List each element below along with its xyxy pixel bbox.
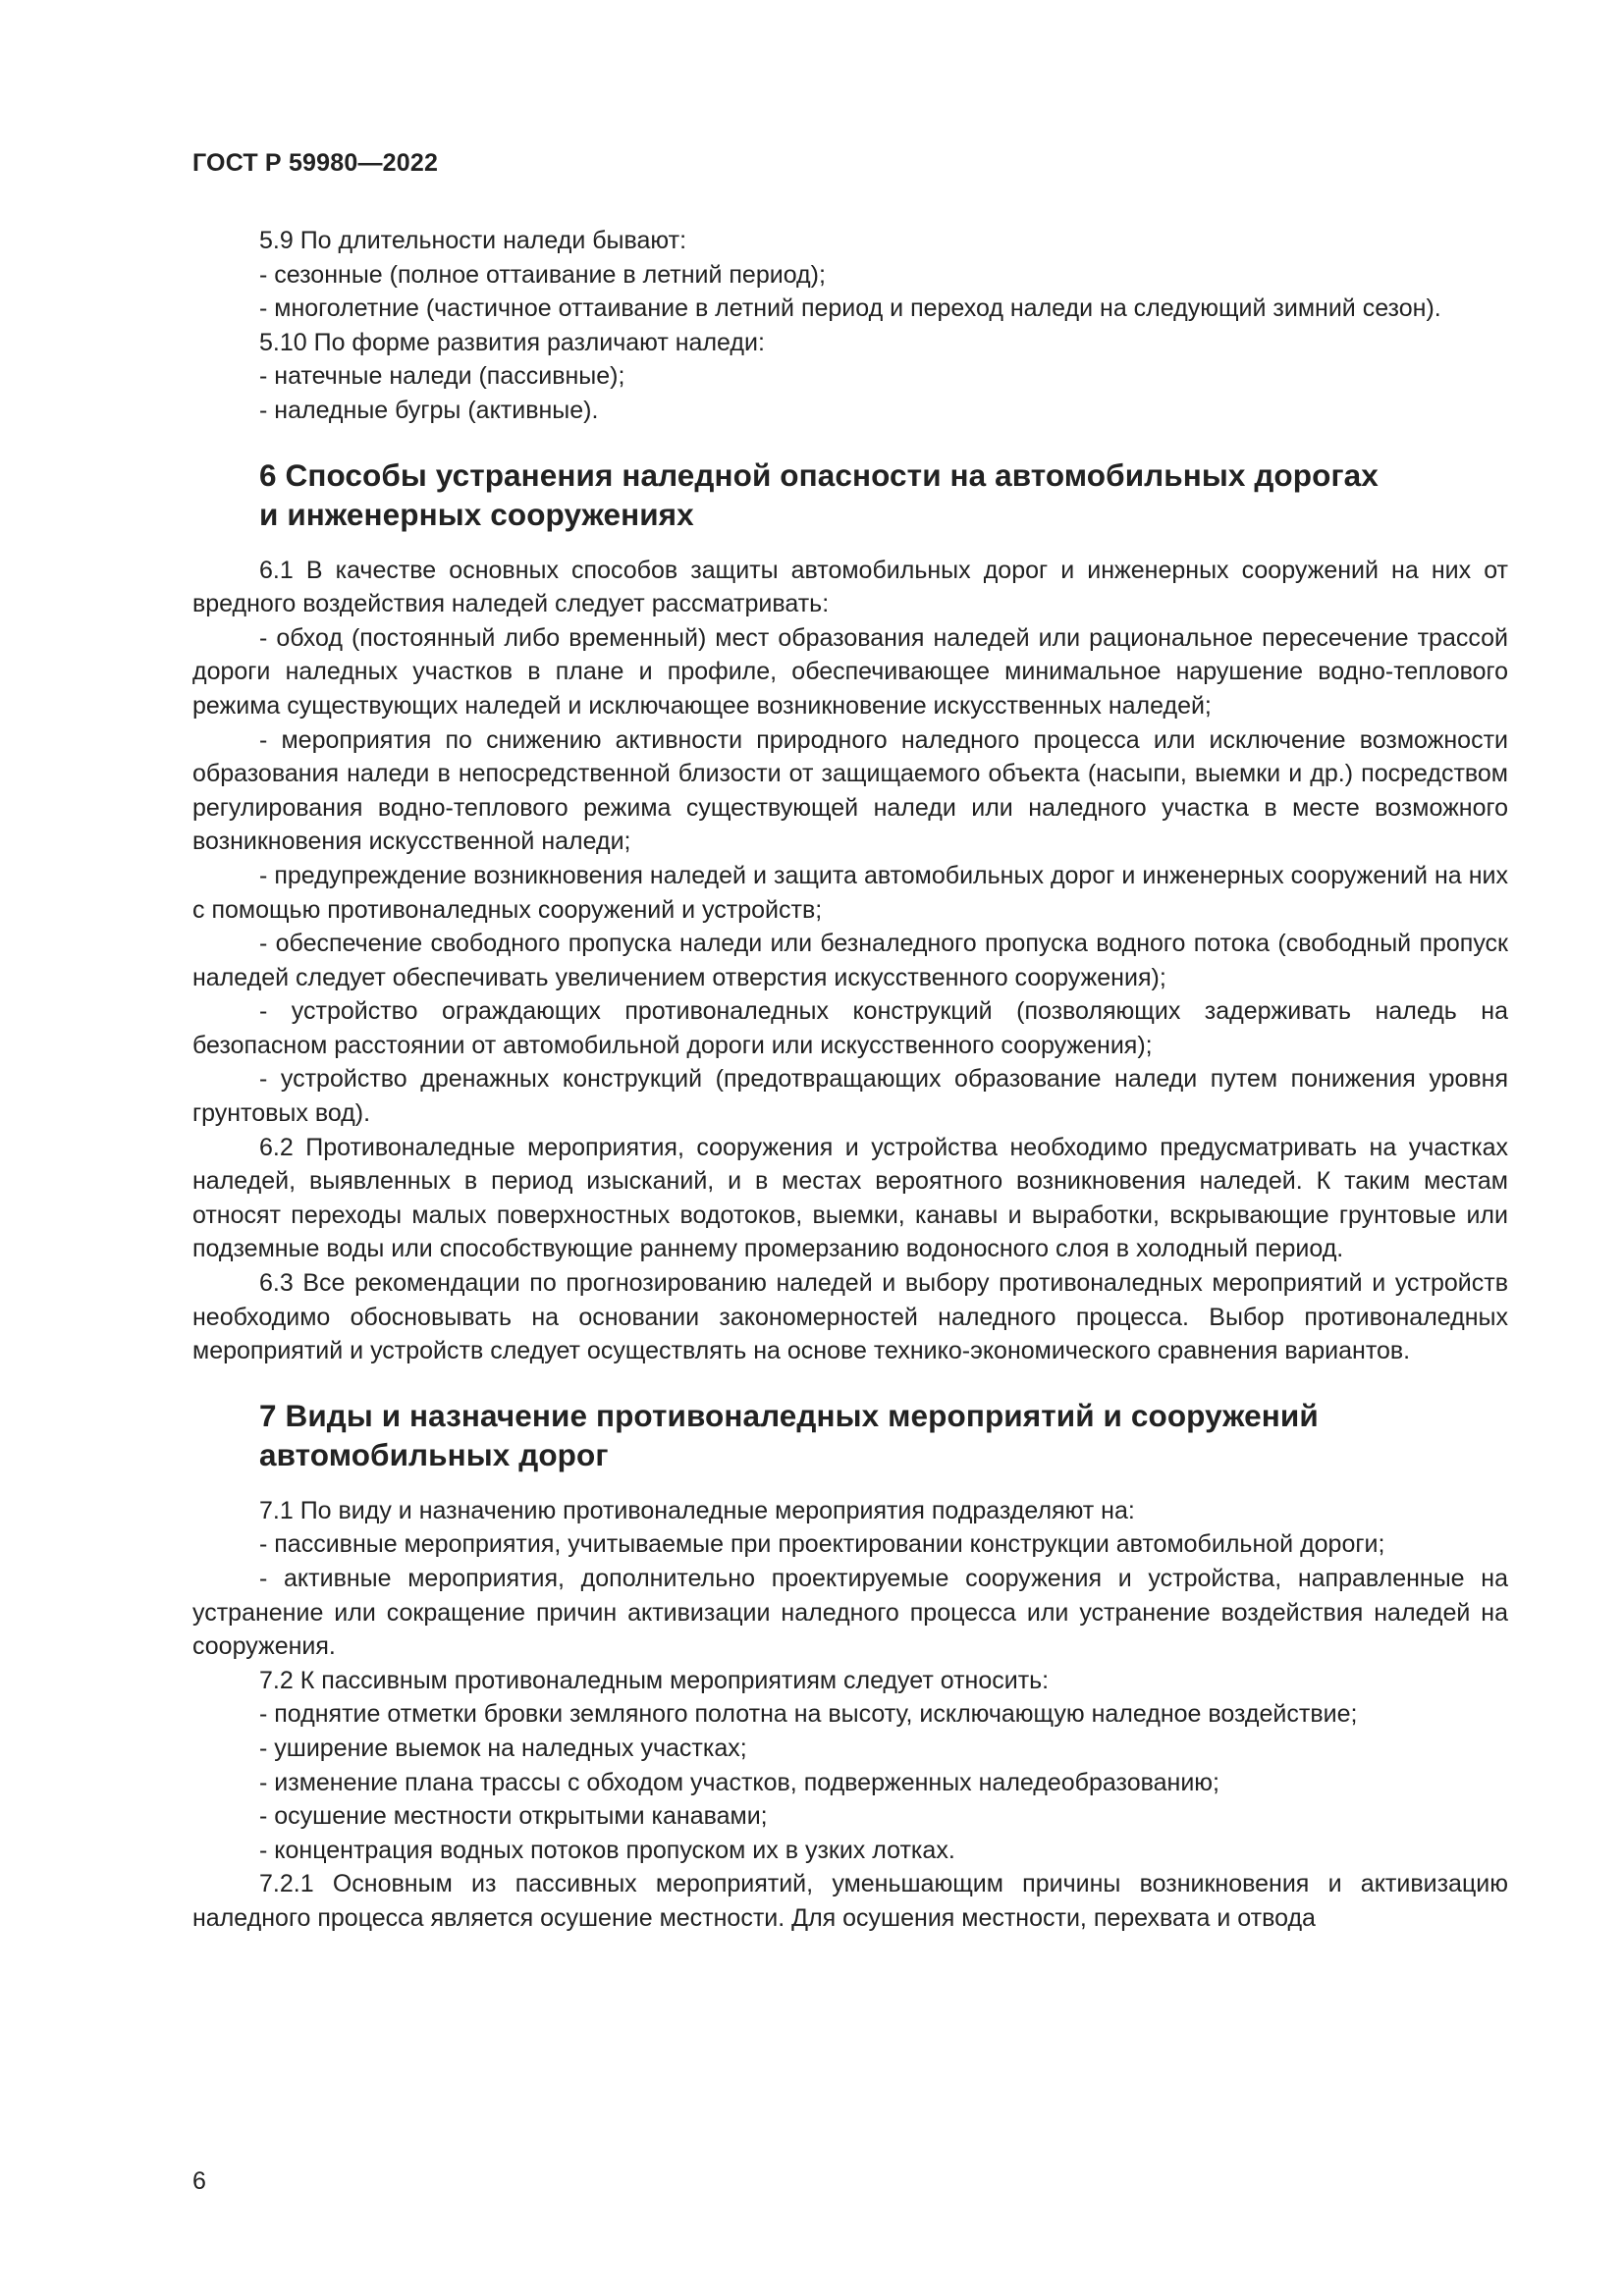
clause-6-1: 6.1 В качестве основных способов защиты автомобильных дорог и инженерных сооружений на них от вредного воздействия наледей следует рассматривать: [192,556,1508,618]
section-6-heading-line2: и инженерных сооружениях [259,496,694,532]
list-item: - устройство ограждающих противоналедных конструкций (позволяющих задерживать наледь на безопасном расстоянии от автомобильной дороги или искусственного сооружения); [192,997,1508,1059]
list-item: - предупреждение возникновения наледей и защита автомобильных дорог и инженерных сооружений на них с помощью противоналедных сооружений и устройств; [192,861,1508,924]
list-item: - сезонные (полное оттаивание в летний период); [259,260,826,289]
section-6-heading [192,455,1508,534]
section-7-heading [192,1396,1508,1474]
section-6-heading-line1: 6 Способы устранения наледной опасности на автомобильных дорогах [259,456,1379,493]
document-id: ГОСТ Р 59980—2022 [192,149,439,177]
list-item: - уширение выемок на наледных участках; [259,1734,747,1762]
clause-7-2-1: 7.2.1 Основным из пассивных мероприятий, уменьшающим причины возникновения и активизацию наледного процесса является осушение местности. Для осушения местности, перехвата и отвода [192,1870,1508,1932]
list-item: - активные мероприятия, дополнительно проектируемые сооружения и устройства, направленные на устранение или сокращение причин активизации наледного процесса или устранение воздействия наледей на сооружения. [192,1565,1508,1661]
page-body [192,224,1508,1936]
list-item: - изменение плана трассы с обходом участков, подверженных наледеобразованию; [259,1768,1219,1796]
list-item: - пассивные мероприятия, учитываемые при проектировании конструкции автомобильной дороги; [259,1530,1385,1559]
list-item: - осушение местности открытыми канавами; [259,1802,768,1831]
clause-5-10: 5.10 По форме развития различают наледи: [259,328,765,356]
page-number: 6 [192,2167,206,2195]
clause-6-3: 6.3 Все рекомендации по прогнозированию наледей и выбору противоналедных мероприятий и устройств необходимо обосновывать на основании закономерностей наледного процесса. Выбор противоналедных мероприятий и устройств следует осуществлять на основе технико-экономического сравнения вариантов. [192,1269,1508,1365]
clause-6-2: 6.2 Противоналедные мероприятия, сооружения и устройства необходимо предусматривать на участках наледей, выявленных в период изысканий, и в местах вероятного возникновения наледей. К таким местам относят переходы малых поверхностных водотоков, выемки, канавы и выработки, вскрывающие грунтовые или подземные воды или способствующие раннему промерзанию водоносного слоя в холодный период. [192,1133,1508,1263]
section-7-heading-line2: автомобильных дорог [259,1436,609,1472]
clause-5-9: 5.9 По длительности наледи бывают: [259,227,687,254]
list-item: - обход (постоянный либо временный) мест образования наледей или рациональное пересечение трассой дороги наледных участков в плане и профиле, обеспечивающее минимальное нарушение водно-теплового режима существующих наледей и исключающее возникновение искусственных наледей; [192,623,1508,720]
list-item: - многолетние (частичное оттаивание в летний период и переход наледи на следующий зимний сезон). [259,294,1441,323]
list-item: - обеспечение свободного пропуска наледи или безналедного пропуска водного потока (свободный пропуск наледей следует обеспечивать увеличением отверстия искусственного сооружения); [192,930,1508,991]
section-7-heading-line1: 7 Виды и назначение противоналедных мероприятий и сооружений [259,1397,1319,1433]
list-item: - поднятие отметки бровки земляного полотна на высоту, исключающую наледное воздействие; [259,1700,1358,1729]
list-item: - натечные наледи (пассивные); [259,362,625,391]
clause-7-2: 7.2 К пассивным противоналедным мероприятиям следует относить: [259,1666,1050,1694]
list-item: - наледные бугры (активные). [259,396,599,424]
list-item: - мероприятия по снижению активности природного наледного процесса или исключение возможности образования наледи в непосредственной близости от защищаемого объекта (насыпи, выемки и др.) посредством регулирования водно-теплового режима существующей наледи или наледного участка в месте возможного возникновения искусственной наледи; [192,725,1508,856]
list-item: - концентрация водных потоков пропуском их в узких лотках. [259,1836,955,1864]
list-item: - устройство дренажных конструкций (предотвращающих образование наледи путем понижения уровня грунтовых вод). [192,1065,1508,1128]
clause-7-1: 7.1 По виду и назначению противоналедные мероприятия подразделяют на: [259,1496,1135,1524]
